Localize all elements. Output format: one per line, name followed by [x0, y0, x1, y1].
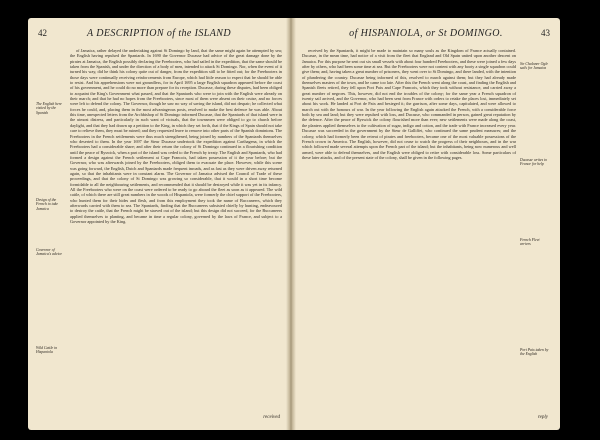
left-page: [28, 18, 290, 430]
margin-note: French Fleet arrives: [520, 238, 540, 247]
right-page: [292, 18, 560, 430]
page-header: [38, 28, 280, 42]
margin-note: Sir Chaloner Ogle sails for Jamaica: [520, 62, 549, 71]
margin-note: The English here visited by the Spanish: [36, 102, 62, 115]
running-title: A DESCRIPTION of the ISLAND: [87, 28, 231, 39]
page-header: [302, 28, 550, 42]
body-text: received by the Spaniards, it might be made to maintain so many souls as the Kingdom of France actually contained. Ducasse, in the mean time, had notice of a visit from the fleet that England and Old Spain united upon another descent on Jamaica. For this purpose he sent out six small vessels with about four hundred Freebooters, and these were joined a few days after by others, who had been some time at sea. But the Freebooters were not content with any booty a single squadron could give them; and, having taken a great number of prisoners, they went over to St Domingo, and there landed, with the intention of plundering the country. Ducasse being informed of this, resolved to march against them; but they had already made themselves masters of the town, and he came too late. After this the French went along the coast, and finding the English and Spanish fleets retired, they fell upon Port Paix and Cape Francois, which they took without resistance, and carried away a great number of negroes. This, however, did not end the troubles of the colony; for the same year a French squadron of twenty sail arrived, and the Governor, who had been sent from France with orders to retake the places lost, immediately set about his work. He landed at Port de Paix and besieged it; the garrison, after some days, capitulated, and were allowed to march out with the honours of war. In the year following the English again attacked the French, with a considerable force both by sea and land; but they were repulsed with loss, and Ducasse, who commanded in person, gained great reputation by the defence. After the peace of Ryswick the colony flourished more than ever; new settlements were made along the coast, the planters applied themselves to the cultivation of sugar, indigo and cotton, and the trade with France increased every year. Ducasse was succeeded in the government by the Sieur de Galliffet, who continued the same prudent measures; and the colony, which had formerly been the retreat of pirates and freebooters, became one of the most valuable possessions of the French crown in America. The English, however, did not cease to watch the progress of their neighbours, and in the war which followed made several attempts upon the French part of the island; but the inhabitants, being now numerous and well armed, were able to defend themselves, and the English were obliged to retire with considerable loss. Some particulars of these later attacks, and of the present state of the colony, shall be given in the following pages.: [302, 48, 516, 160]
book-spread: [28, 18, 560, 430]
page-number: 43: [541, 28, 550, 38]
page-number: 42: [38, 28, 47, 38]
margin-note: Port Paix taken by the English: [520, 348, 549, 357]
running-title: of HISPANIOLA, or St DOMINGO.: [349, 28, 503, 39]
margin-note: Design of the French to take Jamaica: [36, 198, 58, 211]
margin-note: Wild Cattle in Hispaniola: [36, 346, 58, 355]
catchword: reply: [537, 415, 548, 420]
catchword: received: [263, 415, 280, 420]
margin-note: Governor of Jamaica's advice: [36, 248, 63, 257]
book-gutter: [286, 18, 296, 430]
margin-note: Ducasse writes to France for help: [520, 158, 547, 167]
body-text: of Jamaica, rather delayed the undertaking against St Domingo by land, that the same might again be attempted by sea; the English having repulsed the Spaniards. In 1690 the Governor Ducasse had advice of the great damage done by the pirates at Jamaica, the English possibly declaring the Freebooters, who had sailed in the expedition, that the same should be taken from the Spanish, and under the direction of a body of men, intended to attack St Domingo. Nor, when the event of it turned his way, did he think his colony quite out of danger, from the expedition still to be fitted out; for the Freebooters in those days were continually receiving reinforcements from Europe, which had little reason to expect that he should be able to resist. And his apprehensions were not groundless, for in April 1695 a large English squadron appeared before the coast of his government, and he could do no more than prepare for its reception. Ducasse, during these disputes, had been obliged to acquaint the King's Government what passed, and that the Spaniards who were to join with the English were already on their march; and that he had no hopes from the Freebooters, since most of them were absent on their cruise, and no forces were left to defend the colony. The Governor, though he saw no way of saving the island, did not despair; he collected what forces he could, and, placing them in the most advantageous posts, resolved to make the best defence he was able. About this time, unexpected letters from the Archbishop of St Domingo informed Ducasse, that the Spaniards of that island were in the utmost distress, and particularly in such want of victuals, that the townsmen were obliged to go to church before daylight, and that they had drawn up a petition to the King, in which they set forth, that if the Kings of Spain should not take care to relieve them, they must be ruined; and they requested leave to remove into other parts of the Spanish dominions. The Freebooters in the French settlements were thus much strengthened, being joined by numbers of the Spaniards themselves who deserted to them. In the year 1697 the Sieur Ducasse undertook the expedition against Carthagena, in which the Freebooters had a considerable share; and after their return the colony of St Domingo continued in a flourishing condition until the peace of Ryswick, when a part of the island was ceded to the French by treaty. The English and Spaniards, who had formed a design against the French settlement at Cape Francois, had taken possession of it the year before; but the Governor, who was afterwards joined by the Freebooters, obliged them to evacuate the place. However, while this scene was going forward, the English, Dutch and Spaniards made frequent inroads, and as fast as they were driven away returned again, so that the inhabitants were in constant alarm. The Governor of Jamaica advised the Council of Trade of these proceedings, and that the colony of St Domingo was growing so considerable, that it would in a short time become formidable to all the neighbouring settlements, and recommended that it should be destroyed while it was yet in its infancy. All the Freebooters who were on the coast were ordered to be ready to go aboard the fleet as soon as it appeared. The wild cattle, of which there are still great numbers in the woods of Hispaniola, were formerly the chief support of the Freebooters, who hunted them for their hides and flesh, and from this employment they took the name of Buccaneers, which they afterwards carried with them to sea. The Spaniards, finding that the Buccaneers subsisted chiefly by hunting, endeavoured to destroy the cattle, that the French might be starved out of the island; but this design did not succeed, for the Buccaneers applied themselves to planting, and became in time a regular colony, governed by the laws of France, and subject to a Governor appointed by the King.: [70, 48, 282, 224]
